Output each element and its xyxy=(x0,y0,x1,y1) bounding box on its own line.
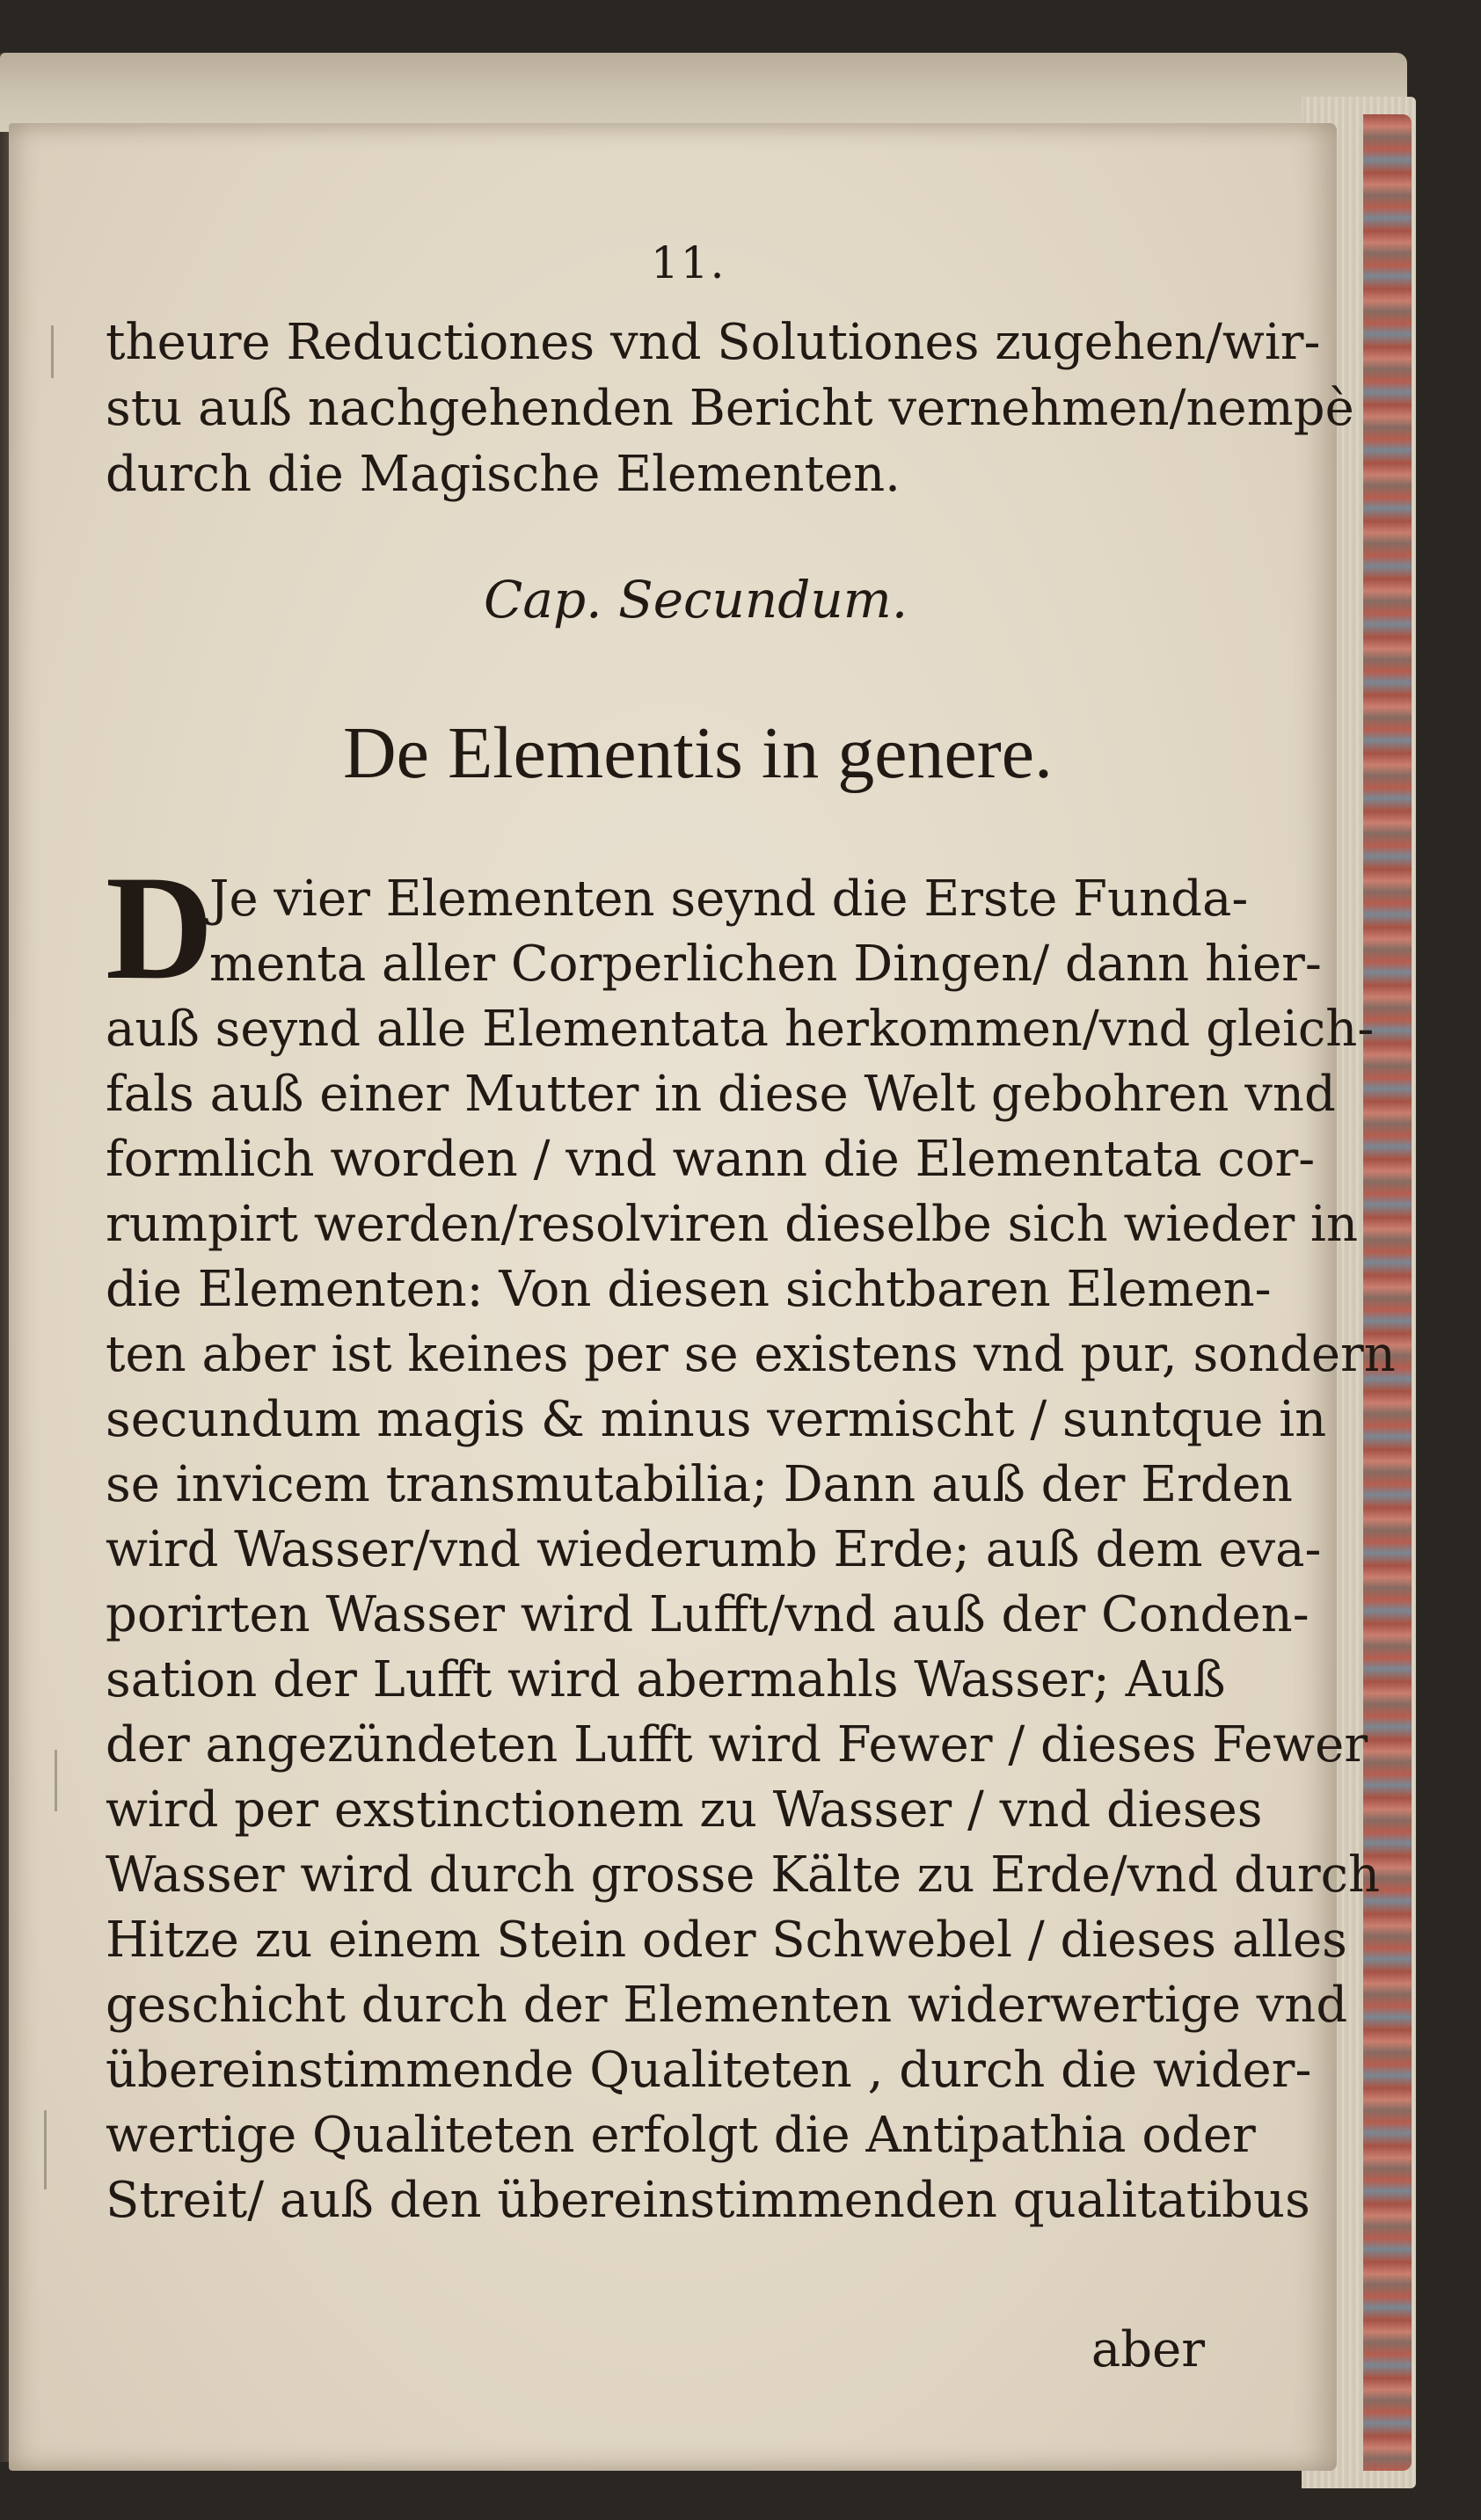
text-line: Wasser wird durch grosse Kälte zu Erde/vnd durch xyxy=(106,1846,1381,1904)
text-line: Hitze zu einem Stein oder Schwebel / dieses alles xyxy=(106,1912,1347,1969)
catchword: aber xyxy=(1091,2321,1205,2378)
text-line: übereinstimmende Qualiteten , durch die wider- xyxy=(106,2042,1312,2099)
text-line: der angezündeten Lufft wird Fewer / dieses Fewer xyxy=(106,1716,1368,1773)
book-page xyxy=(9,123,1396,2471)
margin-mark xyxy=(55,1750,57,1811)
text-line: rumpirt werden/resolviren dieselbe sich wieder in xyxy=(106,1196,1359,1253)
margin-mark xyxy=(51,325,54,378)
text-line: secundum magis & minus vermischt / suntque in xyxy=(106,1391,1327,1448)
margin-mark xyxy=(44,2110,47,2189)
text-line: durch die Magische Elementen. xyxy=(106,446,901,503)
text-line: Je vier Elementen seynd die Erste Funda- xyxy=(209,870,1249,928)
text-line: Streit/ auß den übereinstimmenden qualitatibus xyxy=(106,2172,1310,2229)
text-line: menta aller Corperlichen Dingen/ dann hier- xyxy=(209,936,1322,993)
text-line: se invicem transmutabilia; Dann auß der Erden xyxy=(106,1456,1293,1513)
text-line: die Elementen: Von diesen sichtbaren Elemen- xyxy=(106,1261,1272,1318)
text-line: auß seynd alle Elementata herkommen/vnd gleich- xyxy=(106,1001,1375,1058)
marbled-fore-edge xyxy=(1363,114,1412,2471)
page-number: 11. xyxy=(651,237,726,288)
text-line: fals auß einer Mutter in diese Welt gebohren vnd xyxy=(106,1066,1336,1123)
chapter-heading: Cap. Secundum. xyxy=(484,570,908,630)
text-line: wird Wasser/vnd wiederumb Erde; auß dem eva- xyxy=(106,1521,1322,1578)
book-top-edge xyxy=(0,53,1407,132)
text-line: wertige Qualiteten erfolgt die Antipathia oder xyxy=(106,2107,1256,2164)
text-line: stu auß nachgehenden Bericht vernehmen/nempè xyxy=(106,380,1354,437)
text-line: theure Reductiones vnd Solutiones zugehen/wir- xyxy=(106,314,1321,371)
drop-cap: D xyxy=(106,845,214,1010)
text-line: wird per exstinctionem zu Wasser / vnd dieses xyxy=(106,1781,1263,1839)
text-line: ten aber ist keines per se existens vnd pur, sondern xyxy=(106,1326,1396,1383)
text-line: geschicht durch der Elementen widerwertige vnd xyxy=(106,1977,1348,2034)
text-line: formlich worden / vnd wann die Elementata cor- xyxy=(106,1131,1316,1188)
section-title: De Elementis in genere. xyxy=(343,712,1054,794)
text-line: sation der Lufft wird abermahls Wasser; Auß xyxy=(106,1651,1226,1708)
text-line: porirten Wasser wird Lufft/vnd auß der Conden- xyxy=(106,1586,1310,1643)
